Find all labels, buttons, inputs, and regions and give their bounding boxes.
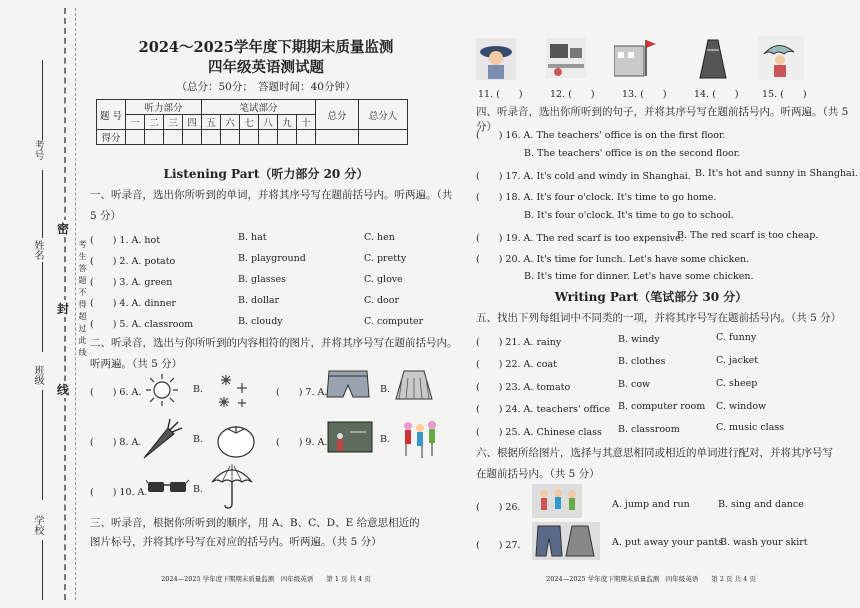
seal-xian: 线 [57,383,70,397]
q2-option-b: B. playground [238,253,306,264]
skirt-picture [394,368,434,404]
q1-option-b: B. hat [238,232,267,243]
q3-option-c: C. glove [364,274,403,285]
q24-option-c: C. window [716,401,767,412]
section6-instruction-2: 在题前括号内。（共 5 分） [476,468,600,480]
q26-stem: ( ) 26. [476,502,521,513]
section1-instruction-2: 5 分） [90,210,122,222]
q17-option-a: ( ) 17. A. It's cold and windy in Shanghai. [476,171,691,182]
exam-meta: （总分：50分； 答题时间：40分钟） [176,81,356,93]
q26-option-b: B. sing and dance [718,499,804,510]
seal-mi: 密 [57,222,70,236]
q1-option-c: C. hen [364,232,395,243]
class-label: 班级 [32,365,43,385]
q23-stem: ( ) 23. A. tomato [476,382,571,393]
q8-option-b-label: B. [193,434,204,445]
tomato-picture [214,418,258,460]
q18-option-b: B. It's four o'clock. It's time to go to school. [524,210,734,221]
q8-stem: ( ) 8. A. [90,437,142,448]
q20-option-a: ( ) 20. A. It's time for lunch. Let's have some chicken. [476,254,750,265]
q7-stem: ( ) 7. A. [276,387,328,398]
playground-picture [614,36,658,82]
q3-option-b: B. glasses [238,274,287,285]
q22-option-c: C. jacket [716,355,759,366]
q14-stem: 14. ( ) [694,89,739,100]
q22-option-b: B. clothes [618,356,666,367]
q9-option-b-label: B. [380,434,391,445]
section4-instruction: 四、听录音，选出你所听到的句子，并将其序号写在题前括号内。听两遍。（共 5 分） [476,106,849,133]
seal-feng: 封 [57,302,70,316]
q10-stem: ( ) 10. A. [90,487,148,498]
girl-hat-picture [476,38,516,80]
children-playing-picture [398,416,442,462]
q23-option-b: B. cow [618,379,651,390]
q5-stem: ( ) 5. A. classroom [90,319,194,330]
section5-instruction: 五、找出下列每组词中不同类的一项，并将其序号写在题前括号内。（共 5 分） [476,312,842,324]
q19-option-a: ( ) 19. A. The red scarf is too expensive. [476,233,684,244]
q21-option-b: B. windy [618,334,660,345]
q13-stem: 13. ( ) [622,89,667,100]
exam-subtitle: 四年级英语测试题 [208,59,324,76]
q10-option-b-label: B. [193,484,204,495]
q27-option-a: A. put away your pants [612,537,724,548]
q27-stem: ( ) 27. [476,540,521,551]
q6-stem: ( ) 6. A. [90,387,142,398]
page1-footer: 2024—2025 学年度下期期末质量监测 四年级英语 第 1 页 共 4 页 [161,575,371,583]
sun-picture [144,372,180,408]
q24-option-b: B. computer room [618,401,706,412]
exam-title: 2024～2025学年度下期期末质量监测 [138,39,394,56]
q25-option-b: B. classroom [618,424,680,435]
q17-option-b: B. It's hot and sunny in Shanghai. [695,168,858,179]
q16-option-b: B. The teachers' office is on the second floor. [524,148,741,159]
q22-stem: ( ) 22. A. coat [476,359,557,370]
q24-stem: ( ) 24. A. teachers' office [476,404,611,415]
sunglasses-picture [146,476,190,496]
q16-option-a: ( ) 16. A. The teachers' office is on the first floor. [476,130,726,141]
q4-option-b: B. dollar [238,295,280,306]
q27-option-b: B. wash your skirt [720,537,808,548]
q5-option-c: C. computer [364,316,424,327]
section2-instruction-2: 听两遍。（共 5 分） [90,358,183,370]
carrot-picture [138,418,184,462]
q4-stem: ( ) 4. A. dinner [90,298,176,309]
section3-instruction-2: 图片标号，并将其序号写在对应的括号内。听两遍。（共 5 分） [90,536,382,548]
clothes-picture [532,522,600,560]
section3-instruction: 三、听录音，根据你所听到的顺序，用 A、B、C、D、E 给意思相近的 [90,517,420,529]
exam-no-label: 考号 [32,140,43,160]
q18-option-a: ( ) 18. A. It's four o'clock. It's time to go home. [476,192,717,203]
listening-title: Listening Part（听力部分 20 分） [163,167,369,181]
section2-instruction: 二、听录音，选出与你所听到的内容相符的图片，并将其序号写在题前括号内。 [90,337,458,349]
q25-option-c: C. music class [716,422,785,433]
binding-margin [0,0,87,608]
q3-stem: ( ) 3. A. green [90,277,173,288]
school-label: 学校 [32,515,43,535]
shorts-picture [326,368,370,402]
score-table: 题 号 听力部分 笔试部分 总分 总分人 一 二 三 四 五 六 七 八 九 十 得分 [96,99,408,145]
binding-note: 考生答题不得超过此线 [78,240,87,360]
teacher-classroom-picture [326,418,374,460]
page2-footer: 2024—2025 学年度下期期末质量监测 四年级英语 第 2 页 共 4 页 [546,575,756,583]
q2-stem: ( ) 2. A. potato [90,256,176,267]
writing-title: Writing Part（笔试部分 30 分） [554,290,748,304]
q5-option-b: B. cloudy [238,316,283,327]
q2-option-c: C. pretty [364,253,407,264]
q12-stem: 12. ( ) [550,89,595,100]
q7-option-b-label: B. [380,384,391,395]
section1-instruction: 一、听录音，选出你所听到的单词，并将其序号写在题前括号内。听两遍。（共 [90,189,453,201]
q9-stem: ( ) 9. A. [276,437,328,448]
q6-option-b-label: B. [193,384,204,395]
q21-option-c: C. funny [716,332,757,343]
q11-stem: 11. ( ) [478,89,523,100]
children-dancing-picture [532,484,582,518]
q4-option-c: C. door [364,295,400,306]
q26-option-a: A. jump and run [612,499,690,510]
snowflake-picture [216,371,252,409]
dress-picture [698,38,728,80]
q23-option-c: C. sheep [716,378,758,389]
q19-option-b: B. The red scarf is too cheap. [677,230,819,241]
q15-stem: 15. ( ) [762,89,807,100]
q1-stem: ( ) 1. A. hot [90,235,161,246]
q25-stem: ( ) 25. A. Chinese class [476,427,602,438]
windy-day-picture [758,36,804,80]
umbrella-picture [208,460,256,512]
q20-option-b: B. It's time for dinner. Let's have some chicken. [524,271,754,282]
section6-instruction: 六、根据所给图片，选择与其意思相同或相近的单词进行配对，并将其序号写 [476,447,833,459]
computer-room-picture [546,38,586,78]
q21-stem: ( ) 21. A. rainy [476,337,562,348]
name-label: 姓名 [32,240,43,260]
